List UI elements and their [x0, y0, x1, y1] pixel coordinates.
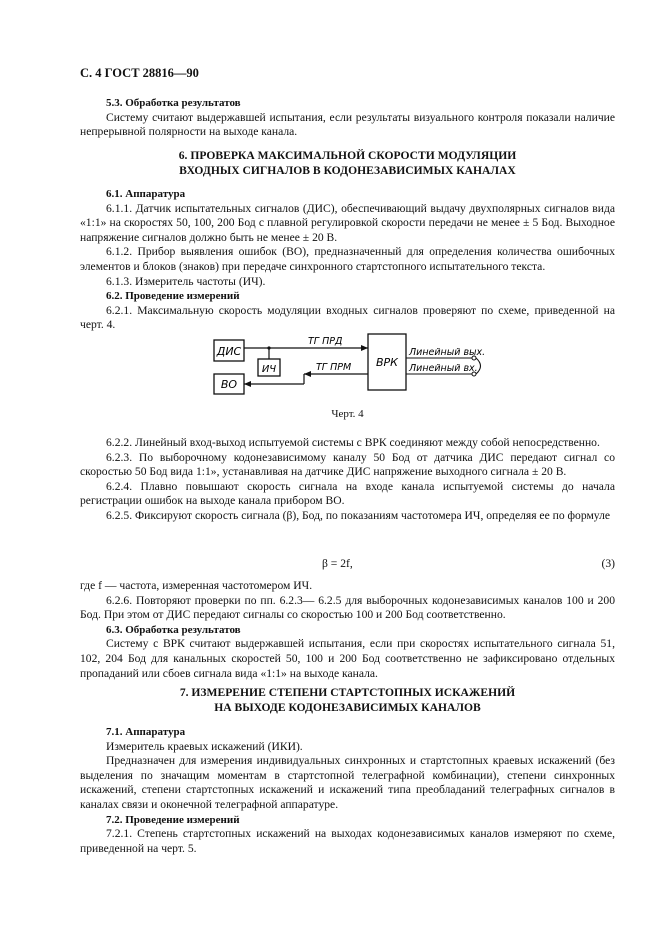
paragraph-6-1-2: 6.1.2. Прибор выявления ошибок (ВО), предназначенный для определения количества ошибочных элементов и блоков (знаков) при передаче синхронного стартстопного испытательного текста.: [80, 245, 615, 273]
ich-label: ИЧ: [261, 364, 277, 375]
paragraph-6-1-3: 6.1.3. Измеритель частоты (ИЧ).: [106, 274, 266, 288]
arrow-icon: [361, 345, 368, 351]
figure-caption: Черт. 4: [331, 408, 364, 420]
arrow-icon: [244, 381, 251, 387]
paragraph-7-2-1: 7.2.1. Степень стартстопных искажений на выходах кодонезависимых каналов измеряют по схеме, приведенной на черт. 5.: [80, 827, 615, 855]
section-heading: 7.2. Проведение измерений: [106, 813, 240, 826]
section-heading: 6.3. Обработка результатов: [106, 623, 241, 636]
formula: β = 2f,: [322, 557, 353, 570]
paragraph: Предназначен для измерения индивидуальных синхронных и стартстопных краевых искажений (без выделения по значащим моментам в стартстопной телеграфной комбинации), степени синхронных искажений, степени стартстопных искажений и искажений типа преобладаний телеграфных сигналов в каналах связи и оконечной телеграфной аппаратуре.: [80, 754, 615, 811]
vrk-label: ВРК: [376, 356, 398, 369]
page-header: С. 4 ГОСТ 28816—90: [80, 66, 199, 80]
paragraph: Измеритель краевых искажений (ИКИ).: [106, 739, 303, 753]
formula-where: где f — частота, измеренная частотомером ИЧ.: [80, 579, 313, 592]
section-7: [80, 725, 615, 856]
arrow-icon: [304, 371, 311, 377]
paragraph-6-2-1: 6.2.1. Максимальную скорость модуляции входных сигналов проверяют по схеме, приведенной на черт. 4.: [80, 303, 615, 332]
vo-label: ВО: [220, 378, 238, 391]
section-heading: 7.1. Аппаратура: [106, 726, 186, 738]
paragraph-6-1-1: 6.1.1. Датчик испытательных сигналов (ДИС), обеспечивающий выдачу двухполярных сигналов вида «1:1» на скоростях 50, 100, 200 Бод с плавной регулировкой скорости передачи не менее ± 5 Бод. Выходное напряжение сигналов должно быть не менее ± 20 В.: [80, 201, 615, 244]
section-6-title: [80, 149, 615, 178]
diagram-figure-4: [200, 326, 490, 402]
section-title-line: 6. ПРОВЕРКА МАКСИМАЛЬНОЙ СКОРОСТИ МОДУЛЯЦИИ: [178, 149, 517, 162]
paragraph: Систему считают выдержавшей испытания, если результаты визуального контроля показали наличие непрерывной полярности на выходе канала.: [80, 110, 615, 139]
paragraph-6-2-6: 6.2.6. Повторяют проверки по пп. 6.2.3— 6.2.5 для выборочных кодонезависимых каналов 100 и 200 Бод. При этом от ДИС передают сигналы со скоростью 100 и 200 Бод соответственно.: [80, 593, 615, 622]
line-out-label: Линейный вых.: [409, 347, 486, 358]
formula-number: (3): [601, 557, 615, 570]
dis-label: ДИС: [216, 345, 242, 358]
section-heading: 5.3. Обработка результатов: [106, 97, 241, 109]
section-5-3: [80, 96, 615, 140]
paragraph: Систему с ВРК считают выдержавшей испытания, если при скоростях испытательного сигнала 51, 102, 204 Бод для канальных скоростей 50, 100 и 200 Бод соответственно не зафиксировано отдельных пропаданий или сбоев сигнала вида «1:1» на выходе канала.: [80, 637, 615, 680]
section-7-title: [80, 686, 615, 715]
tg-prm-label: ТГ ПРМ: [316, 362, 352, 373]
section-6-1: [80, 187, 615, 333]
section-heading: 6.2. Проведение измерений: [106, 290, 240, 303]
section-6-2-cont: [80, 436, 615, 524]
line-in-label: Линейный вх.: [409, 363, 478, 374]
paragraph-6-2-5: 6.2.5. Фиксируют скорость сигнала (β), Бод, по показаниям частотомера ИЧ, определяя ее по формуле: [106, 508, 611, 522]
section-title-line: ВХОДНЫХ СИГНАЛОВ В КОДОНЕЗАВИСИМЫХ КАНАЛАХ: [179, 163, 516, 177]
section-title-line: НА ВЫХОДЕ КОДОНЕЗАВИСИМЫХ КАНАЛОВ: [214, 700, 481, 714]
paragraph-6-2-2: 6.2.2. Линейный вход-выход испытуемой системы с ВРК соединяют между собой непосредственно.: [106, 436, 600, 449]
section-title-line: 7. ИЗМЕРЕНИЕ СТЕПЕНИ СТАРТСТОПНЫХ ИСКАЖЕНИЙ: [179, 686, 516, 699]
section-6-2-end: [80, 579, 615, 681]
paragraph-6-2-3: 6.2.3. По выборочному кодонезависимому каналу 50 Бод от датчика ДИС передают сигнал со скоростью 50 Бод вида 1:1», устанавливая на датчике ДИС напряжение выходного сигнала ± 20 В.: [80, 450, 615, 479]
section-heading: 6.1. Аппаратура: [106, 188, 186, 200]
paragraph-6-2-4: 6.2.4. Плавно повышают скорость сигнала на входе канала испытуемой системы до начала регистрации ошибок на выходе канала прибором ВО.: [80, 479, 615, 508]
tg-prd-label: ТГ ПРД: [308, 336, 343, 347]
